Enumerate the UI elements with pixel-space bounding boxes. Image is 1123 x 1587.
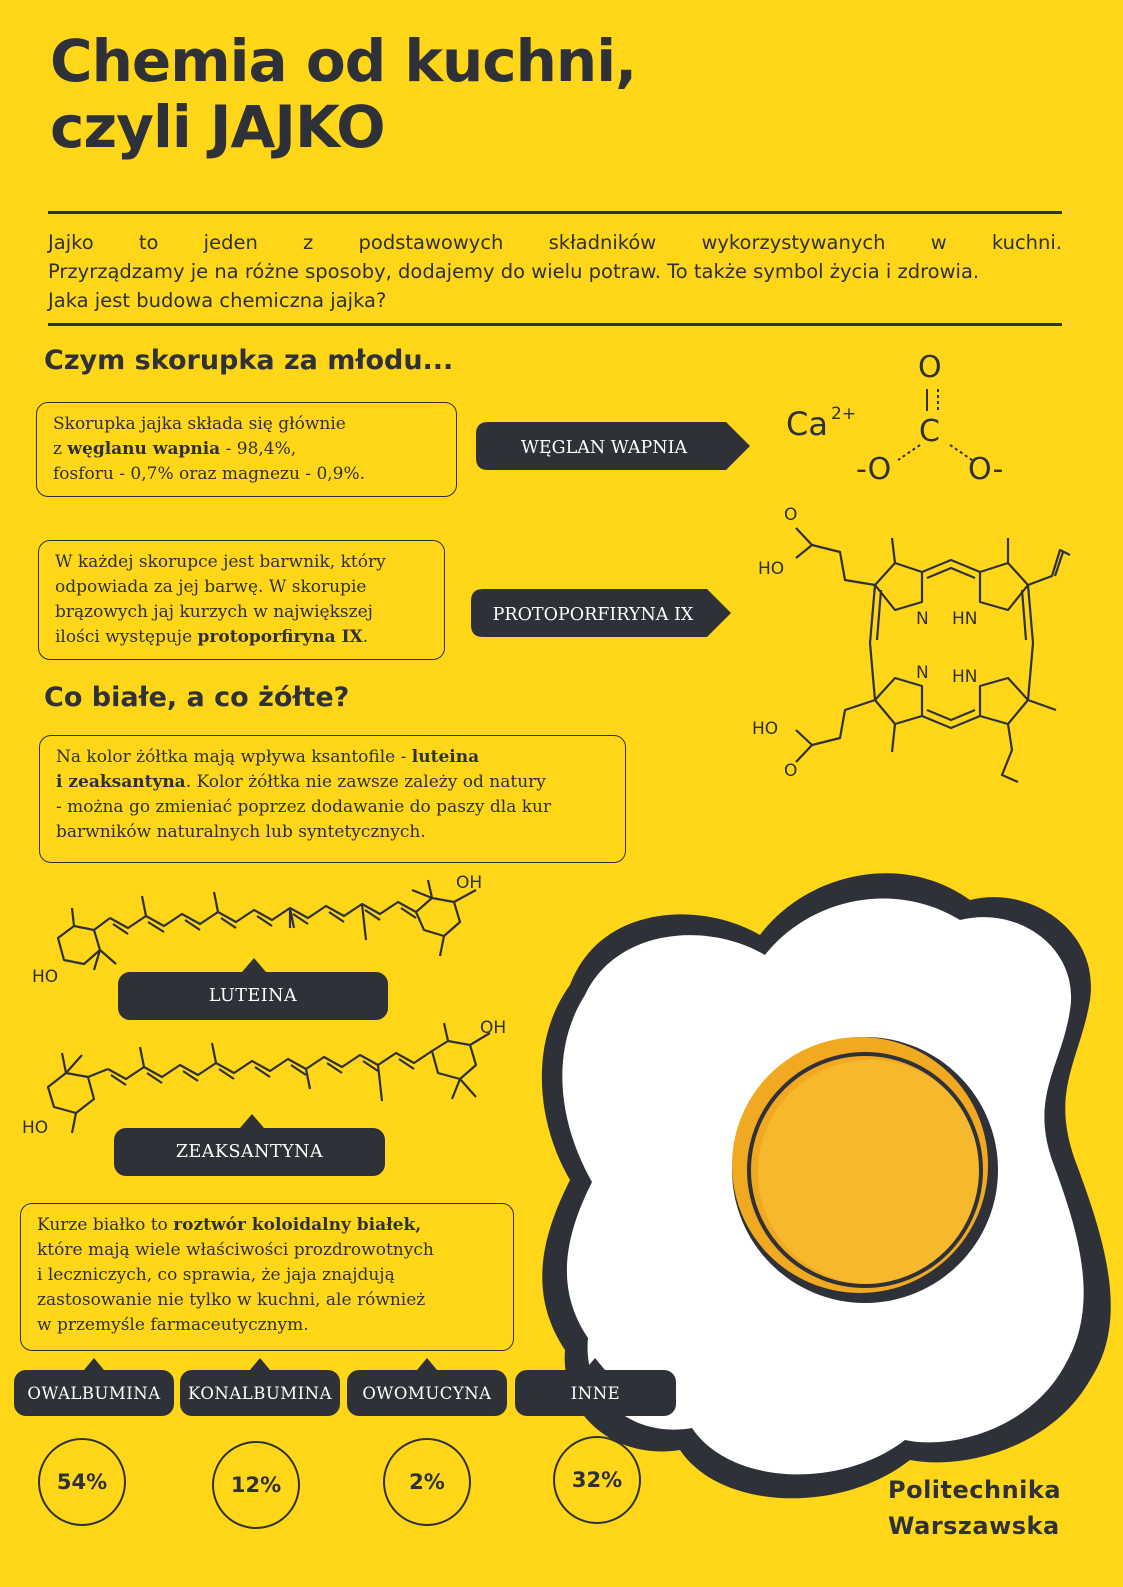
tag-other-label: INNE bbox=[515, 1370, 676, 1416]
logo-line-2: Warszawska bbox=[888, 1512, 1060, 1540]
tag-conalbumin bbox=[180, 1358, 340, 1418]
tag-protoporphyrin bbox=[471, 589, 731, 637]
section-yolk-heading: Co białe, a co żółte? bbox=[44, 682, 350, 713]
calcium-carbonate-structure bbox=[780, 345, 1020, 495]
box4-line-3: i leczniczych, co sprawia, że jaja znajdują bbox=[37, 1265, 395, 1285]
box2-line-1: W każdej skorupce jest barwnik, który bbox=[55, 552, 386, 572]
box3-line-4: barwników naturalnych lub syntetycznych. bbox=[56, 822, 426, 842]
box1-line-1: Skorupka jajka składa się głównie bbox=[53, 414, 346, 434]
tag-ovalbumin bbox=[14, 1358, 174, 1418]
acid-bottom-ho: HO bbox=[752, 719, 779, 739]
top-oxygen: O bbox=[918, 350, 942, 385]
intro-paragraph bbox=[48, 228, 1062, 315]
tag-calcium-carbonate bbox=[476, 422, 750, 470]
logo-line-1: Politechnika bbox=[888, 1476, 1062, 1504]
box2-line-2: odpowiada za jej barwę. W skorupie bbox=[55, 577, 367, 597]
lutein-ho: HO bbox=[32, 967, 59, 987]
university-logo bbox=[888, 1472, 1061, 1544]
tag-zeaxanthin-label: ZEAKSANTYNA bbox=[114, 1128, 385, 1176]
section-shell-heading: Czym skorupka za młodu... bbox=[44, 345, 454, 376]
title-line-2: czyli JAJKO bbox=[50, 93, 385, 161]
box2-line-4: ilości występuje protoporfiryna IX. bbox=[55, 627, 369, 647]
box1-line-2: z węglanu wapnia - 98,4%, bbox=[53, 439, 297, 459]
tag-zeaxanthin bbox=[114, 1114, 385, 1176]
percent-ovomucin: 2% bbox=[383, 1438, 471, 1526]
percent-ovalbumin: 54% bbox=[38, 1438, 126, 1526]
tag-calcium-carbonate-label: WĘGLAN WAPNIA bbox=[520, 438, 688, 458]
tag-lutein-label: LUTEINA bbox=[118, 972, 388, 1020]
box4-line-5: w przemyśle farmaceutycznym. bbox=[37, 1315, 309, 1335]
acid-top-ho: HO bbox=[758, 559, 785, 579]
left-oxygen: -O bbox=[856, 452, 892, 487]
box4-line-4: zastosowanie nie tylko w kuchni, ale również bbox=[37, 1290, 426, 1310]
n-bottom: N bbox=[916, 663, 929, 683]
intro-divider bbox=[48, 323, 1062, 326]
tag-protoporphyrin-label: PROTOPORFIRYNA IX bbox=[492, 605, 694, 625]
intro-line-3: Jaka jest budowa chemiczna jajka? bbox=[48, 289, 387, 312]
box4-line-1: Kurze białko to roztwór koloidalny białek, bbox=[37, 1215, 422, 1235]
tag-ovalbumin-label: OWALBUMINA bbox=[14, 1370, 174, 1416]
intro-line-1: Jajko to jeden z podstawowych składników wykorzystywanych w kuchni. bbox=[48, 231, 1062, 254]
xanthophyll-box bbox=[39, 735, 626, 863]
fried-egg-illustration bbox=[530, 860, 1123, 1520]
box1-line-3: fosforu - 0,7% oraz magnezu - 0,9%. bbox=[53, 464, 366, 484]
hn-top: HN bbox=[952, 609, 978, 629]
tag-lutein bbox=[118, 958, 388, 1020]
box4-line-2: które mają wiele właściwości prozdrowotnych bbox=[37, 1240, 434, 1260]
box2-line-3: brązowych jaj kurzych w największej bbox=[55, 602, 373, 622]
box3-line-1: Na kolor żółtka mają wpływa ksantofile - luteina bbox=[56, 747, 480, 767]
acid-top-o: O bbox=[784, 505, 798, 525]
egg-white-box bbox=[20, 1203, 514, 1351]
percent-conalbumin: 12% bbox=[212, 1441, 300, 1529]
intro-line-2: Przyrządzamy je na różne sposoby, dodajemy do wielu potraw. To także symbol życia i zdrowia. bbox=[48, 260, 980, 283]
box3-line-2: i zeaksantyna. Kolor żółtka nie zawsze zależy od natury bbox=[56, 772, 546, 792]
ca-label: Ca bbox=[786, 405, 828, 443]
protoporphyrin-structure bbox=[740, 500, 1080, 790]
lutein-oh: OH bbox=[456, 873, 483, 893]
acid-bottom-o: O bbox=[784, 761, 798, 781]
carbon-label: C bbox=[919, 414, 940, 449]
tag-other bbox=[515, 1358, 676, 1418]
shell-composition-box bbox=[36, 402, 457, 497]
percent-other: 32% bbox=[553, 1436, 641, 1524]
pigment-box bbox=[38, 540, 445, 660]
hn-bottom: HN bbox=[952, 667, 978, 687]
page-title bbox=[50, 28, 636, 160]
tag-ovomucin bbox=[347, 1358, 507, 1418]
zeaxanthin-oh: OH bbox=[480, 1018, 507, 1038]
top-divider bbox=[48, 211, 1062, 214]
box3-line-3: - można go zmieniać poprzez dodawanie do paszy dla kur bbox=[56, 797, 552, 817]
right-oxygen: O- bbox=[968, 452, 1004, 487]
title-line-1: Chemia od kuchni, bbox=[50, 27, 637, 95]
tag-conalbumin-label: KONALBUMINA bbox=[180, 1370, 340, 1416]
ca-charge: 2+ bbox=[831, 404, 857, 424]
tag-ovomucin-label: OWOMUCYNA bbox=[347, 1370, 507, 1416]
n-top: N bbox=[916, 609, 929, 629]
zeaxanthin-ho: HO bbox=[22, 1118, 49, 1138]
